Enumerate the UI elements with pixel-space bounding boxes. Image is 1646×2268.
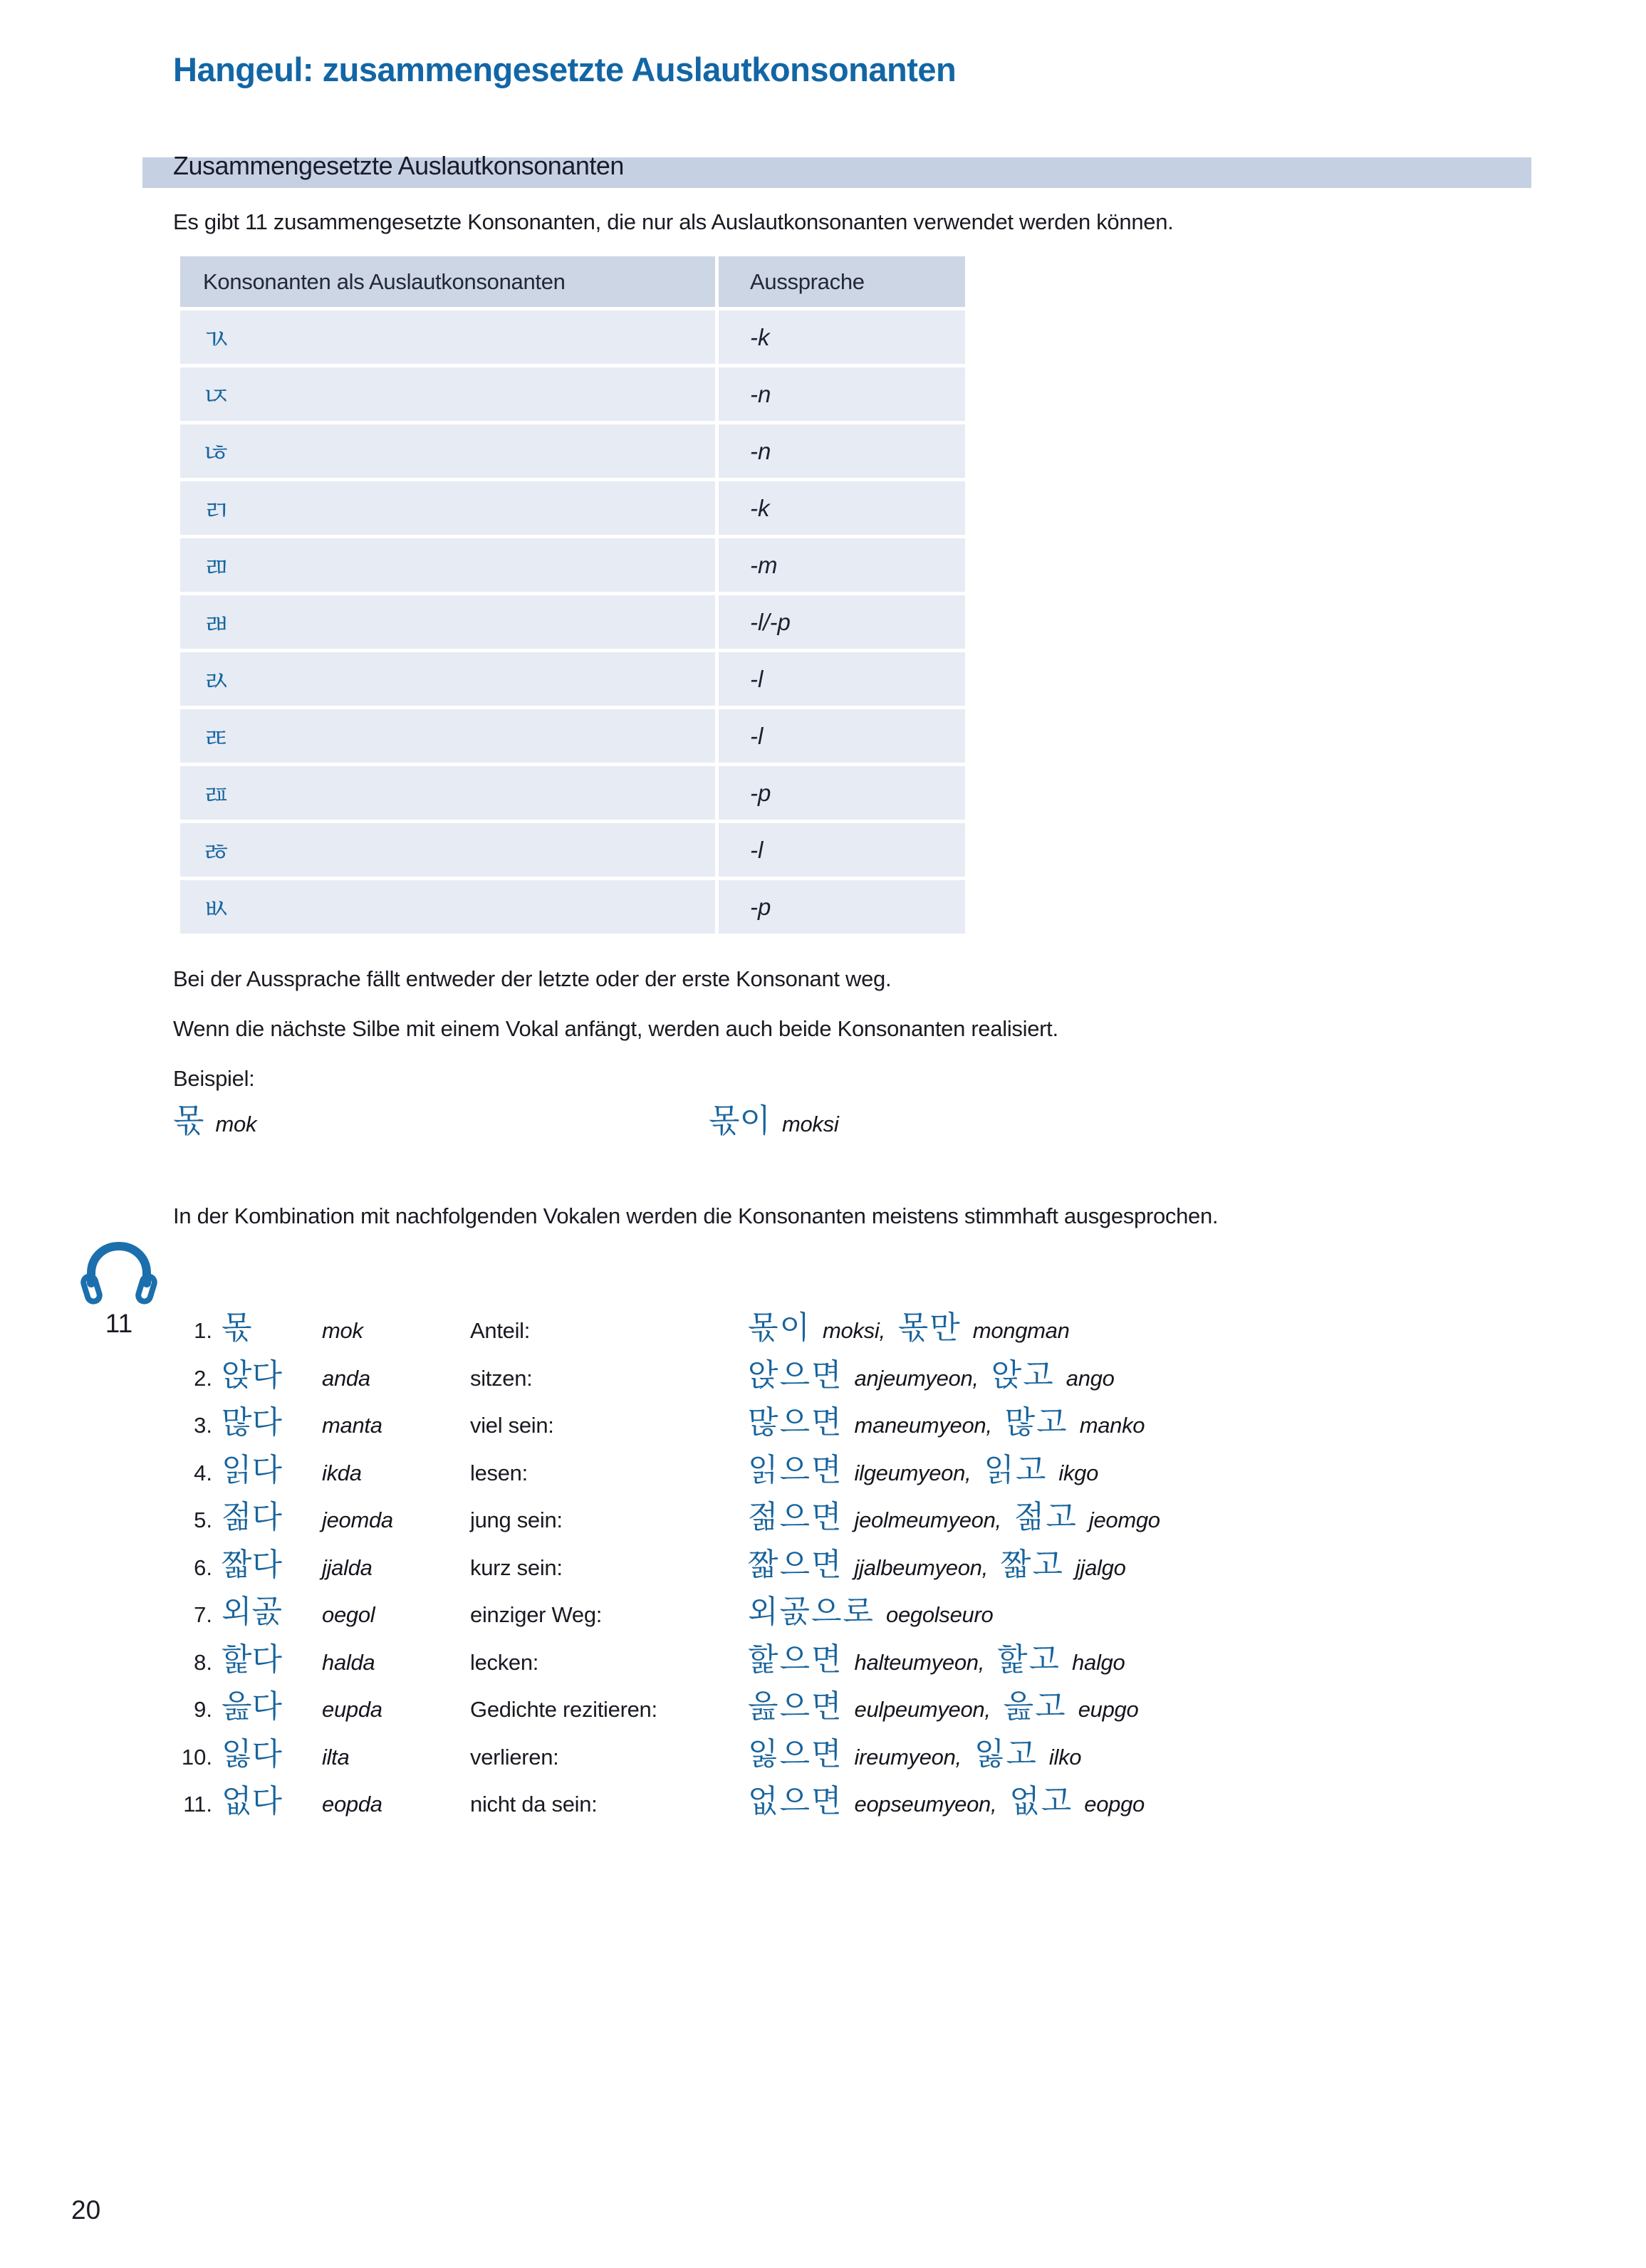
- table-header-pronunciation: Aussprache: [719, 256, 965, 307]
- german-meaning: kurz sein:: [470, 1554, 563, 1580]
- korean-example: 젊으면: [748, 1500, 843, 1535]
- korean-example: 핥으면: [748, 1641, 843, 1677]
- list-item-number: 11.: [183, 1792, 212, 1817]
- korean-example: 앉으면: [748, 1357, 843, 1393]
- german-meaning: Gedichte rezitieren:: [470, 1697, 657, 1722]
- table-row: [719, 367, 965, 421]
- korean-example: 읊고: [1003, 1689, 1067, 1724]
- example-row: [173, 1099, 1526, 1149]
- romanization: maneumyeon,: [854, 1413, 992, 1438]
- korean-example: 앉고: [991, 1357, 1055, 1393]
- list-item: [173, 1539, 1569, 1587]
- korean-example: 짧고: [1000, 1547, 1064, 1582]
- romanization: anda: [322, 1365, 370, 1391]
- list-item-number: 2.: [194, 1365, 212, 1391]
- romanization: eopseumyeon,: [854, 1792, 997, 1817]
- romanization: ilgeumyeon,: [854, 1460, 972, 1485]
- consonant-cluster: ㄳ: [203, 324, 230, 355]
- korean-example: 없으면: [748, 1784, 843, 1819]
- list-item: [173, 1681, 1569, 1728]
- pronunciation-value: -l/-p: [750, 608, 791, 635]
- example-item: [173, 1099, 256, 1143]
- korean-example: 없고: [1009, 1784, 1073, 1819]
- romanization: manko: [1079, 1413, 1145, 1438]
- pronunciation-value: -l: [750, 836, 764, 863]
- example-forms: [748, 1539, 1139, 1584]
- korean-example: 읽고: [984, 1452, 1048, 1488]
- consonant-cluster: ㄻ: [203, 552, 230, 583]
- korean-example: 많고: [1004, 1405, 1068, 1440]
- romanization: halda: [322, 1649, 375, 1675]
- list-item-number: 10.: [181, 1744, 212, 1770]
- list-item: [173, 1302, 1569, 1349]
- consonant-cluster: ㄶ: [203, 438, 230, 469]
- section-heading: Zusammengesetzte Auslautkonsonanten: [173, 151, 624, 180]
- korean-example: 잃으면: [748, 1736, 843, 1772]
- table-row: [180, 880, 715, 934]
- list-item-number: 3.: [194, 1413, 212, 1438]
- romanization: jjalgo: [1075, 1554, 1126, 1580]
- table-row: [180, 481, 715, 535]
- list-item: [173, 1444, 1569, 1492]
- example-forms: [748, 1728, 1094, 1774]
- korean-example: 잃고: [974, 1736, 1038, 1772]
- consonant-table: [180, 256, 965, 934]
- korean-word: 외곬: [222, 1594, 283, 1629]
- consonant-cluster: ㄵ: [203, 381, 230, 412]
- romanization: jjalda: [322, 1554, 373, 1580]
- romanization: eupda: [322, 1697, 382, 1722]
- romanization: manta: [322, 1413, 382, 1438]
- korean-example: 많으면: [748, 1405, 843, 1440]
- page-number: 20: [71, 2195, 101, 2225]
- list-item: [173, 1491, 1569, 1539]
- list-item: [173, 1349, 1569, 1397]
- headphones-icon: [80, 1240, 158, 1310]
- table-row: [180, 367, 715, 421]
- table-row: [719, 766, 965, 820]
- pronunciation-value: -l: [750, 722, 764, 749]
- german-meaning: nicht da sein:: [470, 1792, 598, 1817]
- example-forms: [748, 1396, 1157, 1442]
- romanization: halteumyeon,: [854, 1649, 985, 1675]
- table-row: [180, 424, 715, 478]
- romanization: oegol: [322, 1602, 375, 1627]
- korean-word: 핥다: [222, 1641, 283, 1677]
- romanization: mok: [322, 1318, 363, 1343]
- korean-word: 많다: [222, 1405, 283, 1440]
- romanization: ilko: [1048, 1744, 1082, 1770]
- table-row: [719, 538, 965, 592]
- german-meaning: Anteil:: [470, 1318, 531, 1343]
- note-line-2: Wenn die nächste Silbe mit einem Vokal anfängt, werden auch beide Konsonanten realisiert.: [173, 1016, 1058, 1041]
- consonant-cluster: ㄽ: [203, 666, 230, 697]
- table-row: [719, 709, 965, 763]
- table-header-consonants: Konsonanten als Auslautkonsonanten: [180, 256, 715, 307]
- korean-word: 몫이: [709, 1102, 771, 1139]
- romanization: ireumyeon,: [854, 1744, 962, 1770]
- intro-paragraph: Es gibt 11 zusammengesetzte Konsonanten, die nur als Auslautkonsonanten verwendet werden können.: [173, 209, 1174, 234]
- list-item: [173, 1775, 1569, 1823]
- german-meaning: verlieren:: [470, 1744, 559, 1770]
- romanization: jjalbeumyeon,: [854, 1554, 988, 1580]
- table-row: [719, 652, 965, 706]
- consonant-cluster: ㄿ: [203, 780, 230, 811]
- list-item-number: 9.: [194, 1697, 212, 1722]
- korean-word: 몫: [222, 1310, 252, 1345]
- romanization: jeomda: [322, 1507, 393, 1532]
- romanization: ikgo: [1058, 1460, 1099, 1485]
- table-row: [719, 424, 965, 478]
- korean-example: 외곬으로: [748, 1594, 875, 1629]
- korean-example: 읊으면: [748, 1689, 843, 1724]
- consonant-cluster: ㄺ: [203, 495, 230, 526]
- example-forms: [748, 1586, 1030, 1631]
- romanization: halgo: [1072, 1649, 1125, 1675]
- table-row: [180, 823, 715, 877]
- pronunciation-value: -k: [750, 494, 770, 521]
- consonant-cluster: ㄾ: [203, 723, 230, 754]
- german-meaning: lecken:: [470, 1649, 539, 1675]
- german-meaning: viel sein:: [470, 1413, 554, 1438]
- romanization: anjeumyeon,: [854, 1365, 979, 1391]
- korean-example: 몫이: [748, 1310, 812, 1345]
- korean-word: 젊다: [222, 1500, 283, 1535]
- example-forms: [748, 1444, 1111, 1490]
- table-row: [180, 709, 715, 763]
- romanization: ango: [1066, 1365, 1115, 1391]
- example-label: Beispiel:: [173, 1066, 255, 1091]
- list-item-number: 1.: [194, 1318, 212, 1343]
- example-item: [709, 1099, 838, 1143]
- romanization: mok: [215, 1112, 257, 1136]
- table-row: [719, 880, 965, 934]
- example-forms: [748, 1349, 1127, 1395]
- romanization: jeolmeumyeon,: [854, 1507, 1001, 1532]
- consonant-cluster: ㄼ: [203, 609, 230, 640]
- pronunciation-value: -n: [750, 437, 771, 464]
- korean-example: 젊고: [1014, 1500, 1078, 1535]
- korean-example: 짧으면: [748, 1547, 843, 1582]
- consonant-cluster: ㅄ: [203, 894, 230, 925]
- german-meaning: lesen:: [470, 1460, 528, 1485]
- table-row: [180, 538, 715, 592]
- korean-example: 읽으면: [748, 1452, 843, 1488]
- example-forms: [748, 1491, 1173, 1537]
- list-item-number: 5.: [194, 1507, 212, 1532]
- table-row: [719, 823, 965, 877]
- list-item-number: 7.: [194, 1602, 212, 1627]
- list-item: [173, 1396, 1569, 1444]
- korean-word: 몫: [173, 1102, 204, 1139]
- list-item-number: 8.: [194, 1649, 212, 1675]
- table-row: [180, 310, 715, 364]
- example-forms: [748, 1634, 1137, 1679]
- romanization: oegolseuro: [886, 1602, 994, 1627]
- romanization: eopgo: [1084, 1792, 1145, 1817]
- korean-word: 읽다: [222, 1452, 283, 1488]
- consonant-cluster: ㅀ: [203, 837, 230, 868]
- romanization: eulpeumyeon,: [854, 1697, 991, 1722]
- list-item: [173, 1728, 1569, 1776]
- table-row: [180, 766, 715, 820]
- word-list: [173, 1302, 1569, 1823]
- korean-example: 핥고: [997, 1641, 1061, 1677]
- table-row: [719, 481, 965, 535]
- note-line-1: Bei der Aussprache fällt entweder der letzte oder der erste Konsonant weg.: [173, 966, 892, 991]
- example-forms: [748, 1302, 1083, 1347]
- korean-word: 앉다: [222, 1357, 283, 1393]
- pronunciation-value: -n: [750, 380, 771, 407]
- example-forms: [748, 1681, 1151, 1726]
- pronunciation-value: -m: [750, 551, 778, 578]
- romanization: moksi,: [823, 1318, 885, 1343]
- pronunciation-value: -l: [750, 665, 764, 692]
- romanization: moksi: [781, 1112, 839, 1136]
- korean-example: 몫만: [897, 1310, 962, 1345]
- romanization: eopda: [322, 1792, 382, 1817]
- korean-word: 짧다: [222, 1547, 283, 1582]
- romanization: mongman: [972, 1318, 1070, 1343]
- list-item-number: 4.: [194, 1460, 212, 1485]
- list-item: [173, 1586, 1569, 1634]
- romanization: eupgo: [1078, 1697, 1139, 1722]
- list-item-number: 6.: [194, 1554, 212, 1580]
- german-meaning: jung sein:: [470, 1507, 563, 1532]
- korean-word: 잃다: [222, 1736, 283, 1772]
- korean-word: 없다: [222, 1784, 283, 1819]
- list-item: [173, 1634, 1569, 1681]
- table-row: [180, 652, 715, 706]
- pronunciation-value: -k: [750, 323, 770, 350]
- page-title: Hangeul: zusammengesetzte Auslautkonsonanten: [173, 51, 957, 88]
- pronunciation-value: -p: [750, 779, 771, 806]
- romanization: ikda: [322, 1460, 362, 1485]
- table-row: [719, 595, 965, 649]
- table-row: [719, 310, 965, 364]
- romanization: jeomgo: [1088, 1507, 1160, 1532]
- pronunciation-value: -p: [750, 893, 771, 920]
- korean-word: 읊다: [222, 1689, 283, 1724]
- table-row: [180, 595, 715, 649]
- example-forms: [748, 1775, 1157, 1821]
- voicing-paragraph: In der Kombination mit nachfolgenden Vokalen werden die Konsonanten meistens stimmhaft ausgesprochen.: [173, 1203, 1219, 1228]
- romanization: ilta: [322, 1744, 350, 1770]
- german-meaning: sitzen:: [470, 1365, 533, 1391]
- audio-track-number: 11: [105, 1309, 133, 1338]
- german-meaning: einziger Weg:: [470, 1602, 603, 1627]
